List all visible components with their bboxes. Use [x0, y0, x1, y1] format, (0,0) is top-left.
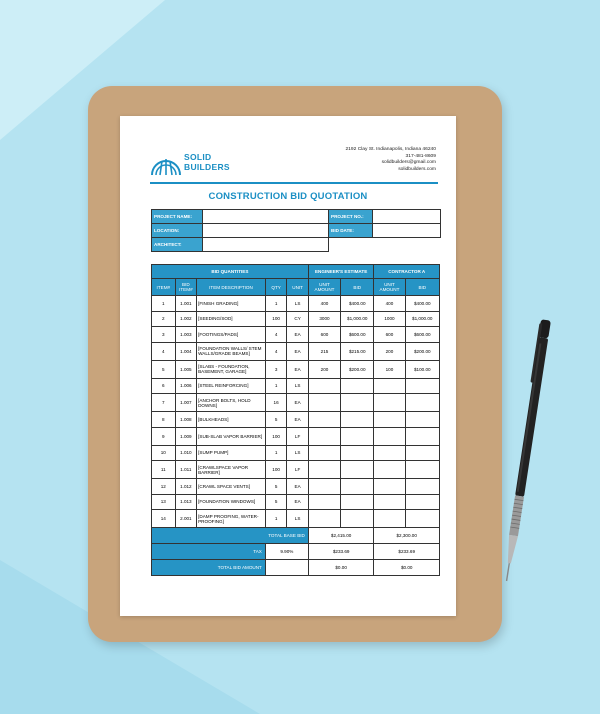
row-description: [SUMP PUMP]	[197, 445, 266, 461]
row-bid-item: 2.001	[175, 510, 196, 528]
row-unit[interactable]: LS	[287, 378, 309, 394]
row-unit[interactable]: CY	[287, 311, 309, 327]
row-description: [ANCHOR BOLTS, HOLD DOWNS]	[197, 394, 266, 412]
company-name-line1: SOLID	[184, 152, 212, 162]
total-bid-amount-label: TOTAL BID AMOUNT	[152, 560, 266, 576]
row-unit[interactable]: LS	[287, 445, 309, 461]
row-item: 11	[152, 461, 176, 479]
row-item: 7	[152, 394, 176, 412]
row-qty[interactable]: 5	[265, 494, 286, 510]
col-bid-item: BID ITEM#	[175, 279, 196, 296]
project-no-label: PROJECT NO.:	[329, 210, 373, 224]
row-item: 14	[152, 510, 176, 528]
col-description: ITEM DESCRIPTION	[197, 279, 266, 296]
row-con-bid[interactable]: $1,000.00	[405, 311, 439, 327]
row-item: 1	[152, 296, 176, 312]
row-eng-unit-amount[interactable]: 600	[308, 327, 340, 343]
row-description: [FINISH GRADING]	[197, 296, 266, 312]
row-unit[interactable]: LS	[287, 296, 309, 312]
company-website: solidbuilders.com	[398, 166, 436, 172]
row-bid-item: 1.008	[175, 412, 196, 428]
row-qty[interactable]: 3	[265, 360, 286, 378]
row-item: 10	[152, 445, 176, 461]
company-email: solidbuilders@gmail.com	[381, 160, 436, 165]
row-item: 9	[152, 427, 176, 445]
row-qty[interactable]: 4	[265, 342, 286, 360]
row-description: [CRAWL SPACE VENTS]	[197, 479, 266, 495]
row-qty[interactable]: 100	[265, 427, 286, 445]
row-con-unit-amount[interactable]: 400	[374, 296, 405, 312]
architect-label: ARCHITECT:	[152, 238, 203, 252]
row-bid-item: 1.004	[175, 342, 196, 360]
row-qty[interactable]: 5	[265, 412, 286, 428]
row-eng-bid[interactable]: $200.00	[341, 360, 374, 378]
total-base-bid-label: TOTAL BASE BID	[152, 528, 309, 544]
row-con-unit-amount[interactable]: 200	[374, 342, 405, 360]
row-bid-item: 1.010	[175, 445, 196, 461]
eng-tax: $233.69	[308, 544, 374, 560]
row-item: 12	[152, 479, 176, 495]
row-description: [BULKHEADS]	[197, 412, 266, 428]
col-con-bid: BID	[405, 279, 439, 296]
row-item: 4	[152, 342, 176, 360]
row-description: [SLABS - FOUNDATION, BASEMENT, GARAGE]	[197, 360, 266, 378]
row-bid-item: 1.005	[175, 360, 196, 378]
row-bid-item: 1.003	[175, 327, 196, 343]
row-qty[interactable]: 1	[265, 445, 286, 461]
row-con-bid[interactable]: $600.00	[405, 327, 439, 343]
location-label: LOCATION:	[152, 224, 203, 238]
row-eng-bid[interactable]: $600.00	[341, 327, 374, 343]
row-qty[interactable]: 1	[265, 296, 286, 312]
company-phone: 317-481-8609	[405, 153, 436, 159]
row-qty[interactable]: 1	[265, 510, 286, 528]
bid-date-label: BID DATE:	[329, 224, 373, 238]
row-bid-item: 1.011	[175, 461, 196, 479]
row-con-bid[interactable]: $400.00	[405, 296, 439, 312]
row-item: 2	[152, 311, 176, 327]
con-tax: $233.69	[374, 544, 440, 560]
row-bid-item: 1.006	[175, 378, 196, 394]
col-con-unit-amount: UNIT AMOUNT	[374, 279, 405, 296]
row-qty[interactable]: 5	[265, 479, 286, 495]
con-total-bid-amount: $0.00	[374, 560, 440, 576]
row-eng-unit-amount[interactable]: 200	[308, 360, 340, 378]
eng-total-base-bid: $2,415.00	[308, 528, 374, 544]
tax-rate[interactable]: 9.90%	[265, 544, 308, 560]
row-bid-item: 1.001	[175, 296, 196, 312]
row-item: 13	[152, 494, 176, 510]
row-unit[interactable]: EA	[287, 412, 309, 428]
row-qty[interactable]: 1	[265, 378, 286, 394]
col-eng-bid: BID	[341, 279, 374, 296]
row-unit[interactable]: EA	[287, 360, 309, 378]
row-qty[interactable]: 100	[265, 461, 286, 479]
bid-quantities-header: BID QUANTITIES	[152, 265, 309, 279]
row-eng-unit-amount[interactable]: 3000	[308, 311, 340, 327]
row-eng-unit-amount[interactable]: 400	[308, 296, 340, 312]
eng-total-bid-amount: $0.00	[308, 560, 374, 576]
row-bid-item: 1.009	[175, 427, 196, 445]
row-bid-item: 1.002	[175, 311, 196, 327]
document-title: CONSTRUCTION BID QUOTATION	[208, 191, 368, 202]
row-unit[interactable]: LS	[287, 510, 309, 528]
row-unit[interactable]: EA	[287, 394, 309, 412]
engineer-estimate-header: ENGINEER'S ESTIMATE	[308, 265, 374, 279]
con-total-base-bid: $2,300.00	[374, 528, 440, 544]
row-unit[interactable]: LF	[287, 427, 309, 445]
row-con-unit-amount[interactable]: 600	[374, 327, 405, 343]
row-description: [SUB-SLAB VAPOR BARRIER]	[197, 427, 266, 445]
project-name-label: PROJECT NAME:	[152, 210, 203, 224]
row-bid-item: 1.012	[175, 479, 196, 495]
col-item: ITEM#	[152, 279, 176, 296]
row-description: [FOUNDATION WINDOWS]	[197, 494, 266, 510]
row-item: 8	[152, 412, 176, 428]
company-address: 2192 Clay St. Indianapolis, Indiana 46240	[345, 147, 436, 152]
row-item: 3	[152, 327, 176, 343]
company-name-line2: BUILDERS	[184, 162, 230, 172]
row-qty[interactable]: 4	[265, 327, 286, 343]
row-bid-item: 1.007	[175, 394, 196, 412]
row-qty[interactable]: 16	[265, 394, 286, 412]
col-unit: UNIT	[287, 279, 309, 296]
row-description: [STEEL REINFORCING]	[197, 378, 266, 394]
row-description: [CRAWLSPACE VAPOR BARRIER]	[197, 461, 266, 479]
row-bid-item: 1.013	[175, 494, 196, 510]
row-eng-bid[interactable]: $1,000.00	[341, 311, 374, 327]
row-description: [SEEDING/SOD]	[197, 311, 266, 327]
row-description: [FOUNDATION WALLS/ STEM WALLS/GRADE BEAMS]	[197, 342, 266, 360]
row-con-bid[interactable]: $100.00	[405, 360, 439, 378]
row-eng-bid[interactable]: $400.00	[341, 296, 374, 312]
col-eng-unit-amount: UNIT AMOUNT	[308, 279, 340, 296]
row-con-bid[interactable]: $200.00	[405, 342, 439, 360]
contractor-a-header: CONTRACTOR A	[374, 265, 440, 279]
row-description: [FOOTINGS/PADS]	[197, 327, 266, 343]
tax-label: TAX	[152, 544, 266, 560]
row-item: 6	[152, 378, 176, 394]
row-unit[interactable]: EA	[287, 342, 309, 360]
row-con-unit-amount[interactable]: 1000	[374, 311, 405, 327]
row-unit[interactable]: LF	[287, 461, 309, 479]
row-con-unit-amount[interactable]: 100	[374, 360, 405, 378]
row-item: 5	[152, 360, 176, 378]
row-qty[interactable]: 100	[265, 311, 286, 327]
row-unit[interactable]: EA	[287, 327, 309, 343]
row-unit[interactable]: EA	[287, 479, 309, 495]
row-eng-bid[interactable]: $215.00	[341, 342, 374, 360]
row-eng-unit-amount[interactable]: 215	[308, 342, 340, 360]
row-description: [DAMP PROOFING, WATER-PROOFING]	[197, 510, 266, 528]
row-unit[interactable]: EA	[287, 494, 309, 510]
col-qty: QTY	[265, 279, 286, 296]
